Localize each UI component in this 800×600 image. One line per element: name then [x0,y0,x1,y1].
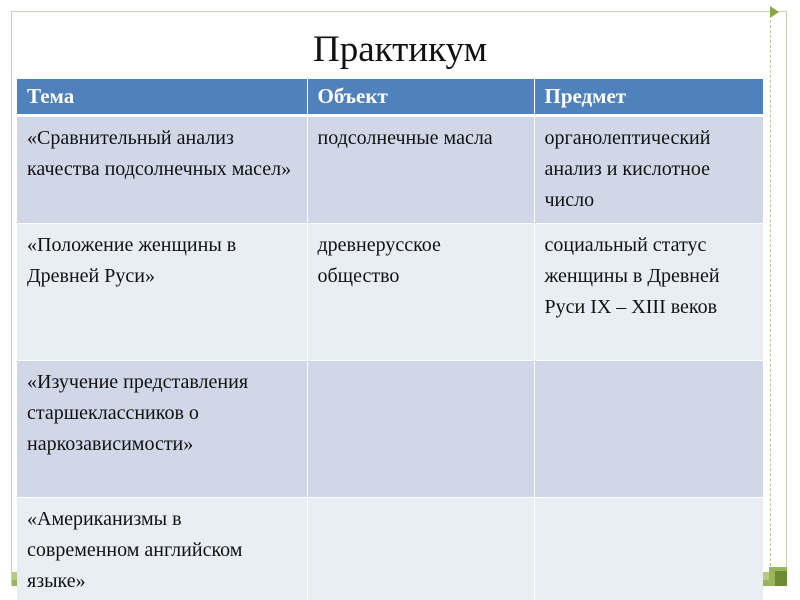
cell-subject: органолептический анализ и кислотное число [534,116,763,224]
table-row [17,498,763,600]
cell-object: подсолнечные масла [307,116,534,224]
table-row [17,361,763,498]
practicum-table [17,79,763,600]
column-header-object: Объект [307,79,534,116]
triangle-arrow-icon [770,6,779,18]
corner-decor-block-dark [775,571,787,586]
cell-topic: «Американизмы в современном английском языке» [17,498,307,600]
cell-object: древнерусское общество [307,224,534,361]
cell-topic: «Сравнительный анализ качества подсолнечных масел» [17,116,307,224]
table-header-row [17,79,763,116]
slide-title: Практикум [313,29,487,70]
table-row [17,116,763,224]
decorative-rule [770,15,771,571]
column-header-topic: Тема [17,79,307,116]
cell-topic: «Изучение представления старшеклассников о наркозависимости» [17,361,307,498]
cell-object [307,361,534,498]
table-row [17,224,763,361]
cell-subject [534,361,763,498]
column-header-subject: Предмет [534,79,763,116]
cell-subject [534,498,763,600]
cell-topic: «Положение женщины в Древней Руси» [17,224,307,361]
cell-object [307,498,534,600]
cell-subject: социальный статус женщины в Древней Руси IX – XIII веков [534,224,763,361]
